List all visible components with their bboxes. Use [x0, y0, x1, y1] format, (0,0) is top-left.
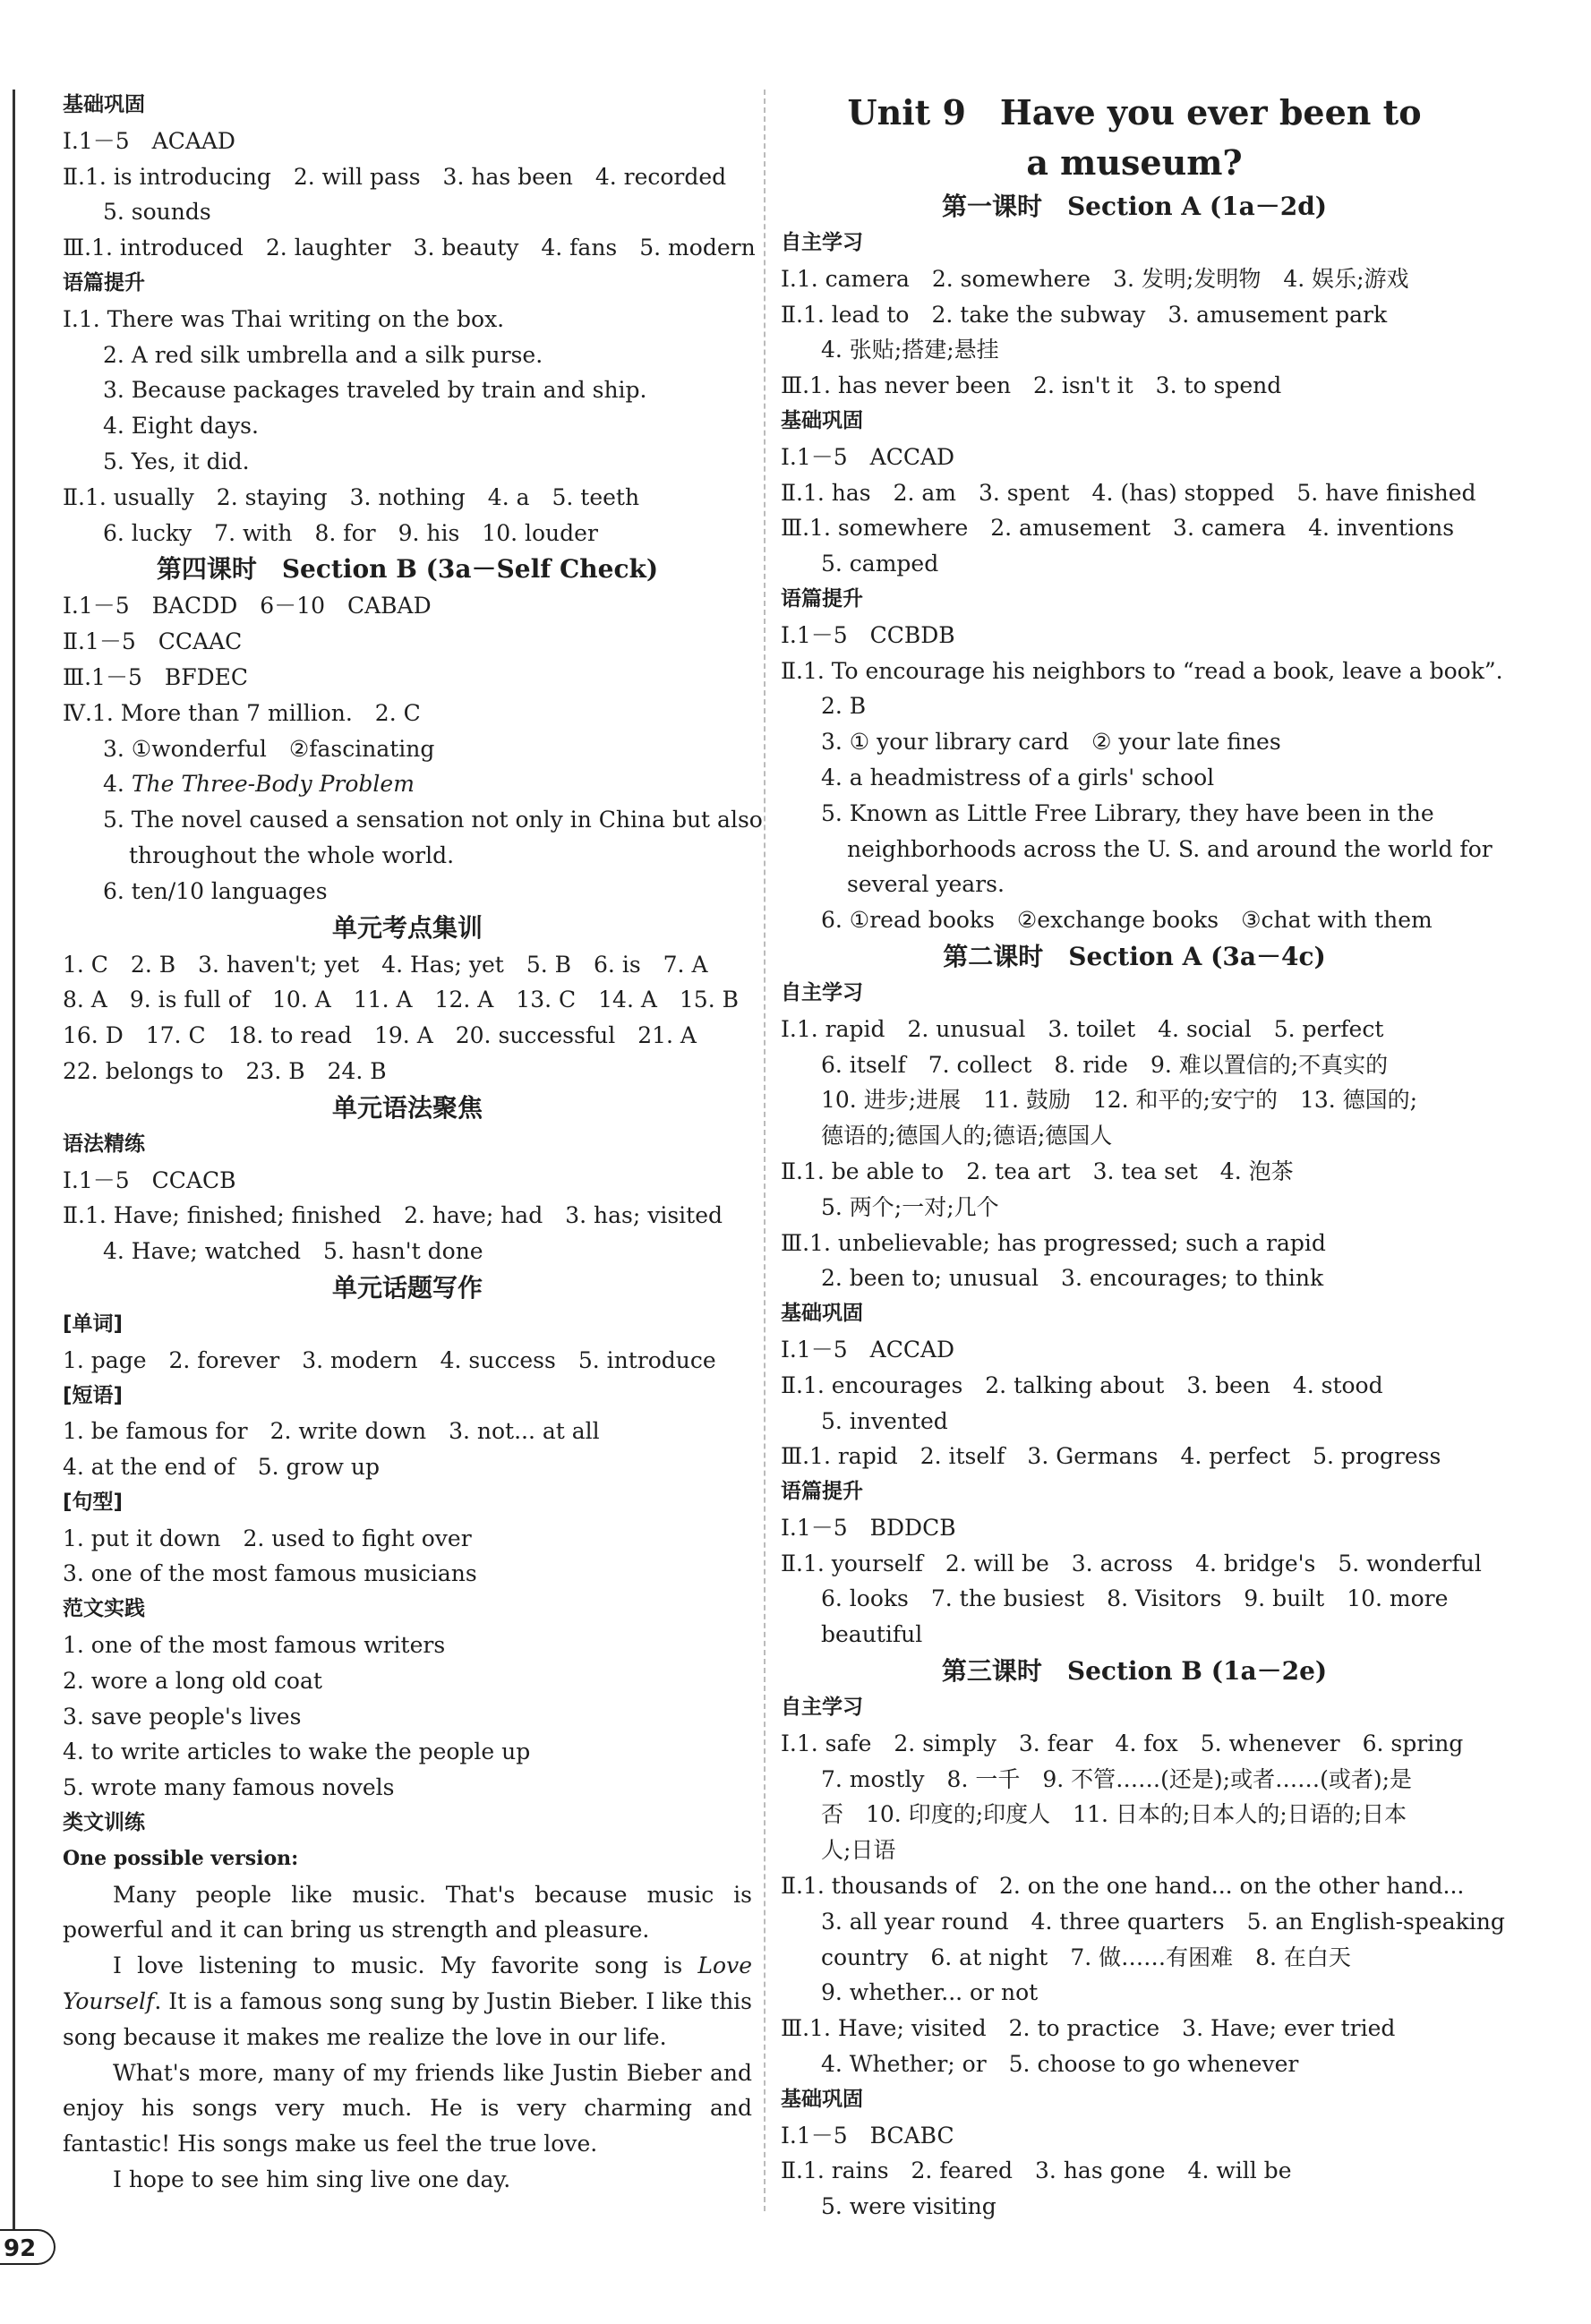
- answer-line: 4. Eight days.: [103, 413, 259, 440]
- answer-line: several years.: [847, 871, 1005, 898]
- answer-line: 7. mostly 8. 一千 9. 不管……(还是);或者……(或者);是: [821, 1765, 1413, 1792]
- answer-line: Ⅰ.1－5 CCBDB: [781, 621, 955, 648]
- answer-line: Ⅱ.1. rains 2. feared 3. has gone 4. will be: [781, 2157, 1292, 2184]
- section-label: 语法精练: [63, 1132, 145, 1156]
- answer-line: 1. page 2. forever 3. modern 4. success 5. introduce: [63, 1346, 716, 1373]
- answer-line: 2. wore a long old coat: [63, 1667, 322, 1694]
- answer-line: 6. ①read books ②exchange books ③chat with them: [821, 907, 1433, 934]
- answer-line: 4. to write articles to wake the people up: [63, 1739, 531, 1765]
- answer-line: 6. looks 7. the busiest 8. Visitors 9. built 10. more: [821, 1585, 1449, 1612]
- answer-line: 6. ten/10 languages: [103, 877, 328, 904]
- answer-line: 3. ① your library card ② your late fines: [821, 729, 1281, 756]
- answer-line: 4. Have; watched 5. hasn't done: [103, 1238, 483, 1265]
- answer-line: 1. C 2. B 3. haven't; yet 4. Has; yet 5. B 6. is 7. A: [63, 951, 708, 978]
- section-label: 语篇提升: [781, 1480, 863, 1504]
- answer-line: 5. were visiting: [821, 2193, 997, 2220]
- section-label: 基础巩固: [781, 1302, 863, 1326]
- section-label: 自主学习: [781, 980, 863, 1004]
- section-label: 基础巩固: [63, 93, 145, 116]
- lesson-title: 单元语法聚焦: [331, 1092, 483, 1123]
- answer-line: country 6. at night 7. 做……有困难 8. 在白天: [821, 1944, 1351, 1970]
- section-label: [短语]: [63, 1383, 124, 1407]
- essay-paragraph: I hope to see him sing live one day.: [113, 2166, 511, 2193]
- answer-line: 8. A 9. is full of 10. A 11. A 12. A 13. C 14. A 15. B: [63, 987, 739, 1013]
- answer-line: throughout the whole world.: [129, 842, 455, 868]
- lesson-title: 单元话题写作: [331, 1272, 483, 1303]
- answer-line: 3. one of the most famous musicians: [63, 1560, 477, 1587]
- right-column: [781, 88, 1505, 2225]
- answer-line: 22. belongs to 23. B 24. B: [63, 1057, 387, 1084]
- answer-line: 10. 进步;进展 11. 鼓励 12. 和平的;安宁的 13. 德国的;: [821, 1087, 1418, 1114]
- answer-line: 4. The Three-Body Problem: [103, 771, 415, 798]
- answer-line: Ⅱ.1. Have; finished; finished 2. have; had 3. has; visited: [63, 1202, 723, 1229]
- answer-line: 4. 张贴;搭建;悬挂: [821, 337, 999, 363]
- answer-line: Ⅱ.1. encourages 2. talking about 3. been 4. stood: [781, 1371, 1383, 1398]
- lesson-title: 第三课时 Section B (1a－2e): [941, 1656, 1328, 1687]
- column-divider: [764, 90, 766, 2211]
- section-label: 范文实践: [63, 1597, 145, 1621]
- section-label: [句型]: [63, 1490, 124, 1514]
- answer-line: 5. Known as Little Free Library, they have been in the: [821, 799, 1434, 826]
- answer-line: 5. sounds: [103, 199, 211, 226]
- answer-line: Ⅰ.1－5 CCACB: [63, 1166, 236, 1193]
- answer-line: Ⅲ.1. rapid 2. itself 3. Germans 4. perfect 5. progress: [781, 1443, 1441, 1470]
- answer-line: Ⅰ.1. There was Thai writing on the box.: [63, 305, 505, 332]
- unit-title: a museum?: [1026, 142, 1243, 183]
- answer-line: 9. whether... or not: [821, 1979, 1039, 2006]
- answer-line: Ⅰ.1. camera 2. somewhere 3. 发明;发明物 4. 娱乐;游戏: [781, 265, 1409, 292]
- section-label: 语篇提升: [63, 270, 145, 295]
- answer-line: Ⅰ.1. safe 2. simply 3. fear 4. fox 5. whenever 6. spring: [781, 1730, 1464, 1756]
- answer-line: beautiful: [821, 1621, 923, 1648]
- answer-line: Ⅲ.1－5 BFDEC: [63, 663, 249, 690]
- answer-line: Ⅱ.1. To encourage his neighbors to “read a book, leave a book”.: [781, 657, 1503, 684]
- answer-line: Ⅱ.1. is introducing 2. will pass 3. has been 4. recorded: [63, 163, 727, 190]
- answer-line: Ⅲ.1. somewhere 2. amusement 3. camera 4. inventions: [781, 515, 1455, 542]
- work-title: Love Yourself: [63, 1952, 752, 2015]
- answer-line: 6. lucky 7. with 8. for 9. his 10. louder: [103, 519, 598, 546]
- unit-title: Unit 9 Have you ever been to: [847, 92, 1422, 132]
- answer-line: Ⅲ.1. has never been 2. isn't it 3. to spend: [781, 372, 1282, 399]
- answer-line: 4. a headmistress of a girls' school: [821, 764, 1215, 790]
- answer-line: 5. wrote many famous novels: [63, 1774, 395, 1801]
- answer-line: Ⅱ.1. has 2. am 3. spent 4. (has) stopped 5. have finished: [781, 479, 1476, 506]
- answer-line: Ⅳ.1. More than 7 million. 2. C: [63, 699, 421, 726]
- section-label: 自主学习: [781, 1696, 863, 1720]
- answer-line: 4. at the end of 5. grow up: [63, 1454, 380, 1481]
- section-label: One possible version:: [63, 1846, 299, 1870]
- answer-line: Ⅰ.1－5 BACDD 6－10 CABAD: [63, 593, 432, 619]
- answer-line: Ⅲ.1. Have; visited 2. to practice 3. Have; ever tried: [781, 2015, 1396, 2042]
- answer-line: Ⅰ.1－5 ACCAD: [781, 1336, 955, 1363]
- answer-line: Ⅱ.1. be able to 2. tea art 3. tea set 4. 泡茶: [781, 1158, 1294, 1184]
- answer-line: Ⅱ.1. thousands of 2. on the one hand... on the other hand...: [781, 1873, 1465, 1900]
- answer-line: 2. B: [821, 693, 867, 720]
- answer-line: 3. save people's lives: [63, 1703, 302, 1730]
- answer-line: 2. A red silk umbrella and a silk purse.: [103, 341, 543, 368]
- section-label: [单词]: [63, 1312, 124, 1336]
- section-label: 基础巩固: [781, 408, 863, 432]
- answer-line: 否 10. 印度的;印度人 11. 日本的;日本人的;日语的;日本: [821, 1801, 1407, 1828]
- answer-line: 3. ①wonderful ②fascinating: [103, 735, 435, 762]
- lesson-title: 单元考点集训: [331, 912, 483, 943]
- answer-line: Ⅰ.1－5 BDDCB: [781, 1514, 956, 1541]
- answer-line: 5. The novel caused a sensation not only in China but also: [103, 807, 763, 833]
- essay-paragraph: What's more, many of my friends like Justin Bieber and enjoy his songs very much. He is very charming and fantastic! His songs make us feel the true love.: [63, 2059, 752, 2157]
- answer-line: 5. camped: [821, 551, 939, 577]
- answer-line: Ⅰ.1－5 ACCAD: [781, 443, 955, 470]
- answer-line: Ⅰ.1－5 ACAAD: [63, 127, 235, 154]
- answer-line: Ⅲ.1. introduced 2. laughter 3. beauty 4. fans 5. modern: [63, 235, 756, 261]
- answer-line: Ⅰ.1. rapid 2. unusual 3. toilet 4. social 5. perfect: [781, 1015, 1384, 1042]
- answer-line: Ⅱ.1. lead to 2. take the subway 3. amusement park: [781, 301, 1388, 328]
- answer-line: 1. one of the most famous writers: [63, 1632, 446, 1659]
- section-label: 自主学习: [781, 231, 863, 254]
- answer-line: 3. Because packages traveled by train and ship.: [103, 377, 647, 404]
- lesson-title: 第二课时 Section A (3a－4c): [943, 941, 1326, 971]
- answer-line: 3. all year round 4. three quarters 5. an English-speaking: [821, 1908, 1505, 1935]
- page-number: 92: [0, 2229, 56, 2265]
- lesson-title: 第四课时 Section B (3a－Self Check): [156, 554, 659, 585]
- section-label: 基础巩固: [781, 2087, 863, 2111]
- answer-line: 5. 两个;一对;几个: [821, 1193, 999, 1220]
- lesson-title: 第一课时 Section A (1a－2d): [941, 192, 1328, 221]
- answer-line: Ⅲ.1. unbelievable; has progressed; such a rapid: [781, 1229, 1326, 1256]
- answer-line: Ⅱ.1. usually 2. staying 3. nothing 4. a 5. teeth: [63, 483, 640, 510]
- answer-line: 5. Yes, it did.: [103, 448, 250, 474]
- answer-line: 人;日语: [821, 1837, 896, 1864]
- section-label: 语篇提升: [781, 586, 863, 611]
- section-label: 类文训练: [63, 1811, 145, 1835]
- answer-line: 5. invented: [821, 1407, 948, 1434]
- answer-line: Ⅰ.1－5 BCABC: [781, 2122, 954, 2149]
- answer-line: 6. itself 7. collect 8. ride 9. 难以置信的;不真实的: [821, 1051, 1389, 1078]
- essay-paragraph: Many people like music. That's because music is powerful and it can bring us strength and pleasure.: [63, 1881, 752, 1944]
- answer-line: 1. put it down 2. used to fight over: [63, 1525, 472, 1551]
- answer-line: 德语的;德国人的;德语;德国人: [821, 1123, 1113, 1149]
- answer-line: neighborhoods across the U. S. and around the world for: [847, 835, 1493, 862]
- work-title: The Three-Body Problem: [131, 771, 415, 798]
- answer-line: Ⅱ.1. yourself 2. will be 3. across 4. bridge's 5. wonderful: [781, 1550, 1482, 1576]
- left-column: [63, 88, 763, 2198]
- answer-line: 1. be famous for 2. write down 3. not... at all: [63, 1418, 600, 1445]
- answer-line: 16. D 17. C 18. to read 19. A 20. successful 21. A: [63, 1022, 697, 1049]
- answer-line: 4. Whether; or 5. choose to go whenever: [821, 2051, 1299, 2078]
- essay-paragraph: I love listening to music. My favorite song is Love Yourself. It is a famous song sung by Justin Bieber. I like this song because it makes me realize the love in our life.: [63, 1952, 752, 2050]
- answer-line: Ⅱ.1－5 CCAAC: [63, 628, 243, 655]
- answer-line: 2. been to; unusual 3. encourages; to think: [821, 1265, 1324, 1292]
- left-margin-rule: [13, 90, 15, 2238]
